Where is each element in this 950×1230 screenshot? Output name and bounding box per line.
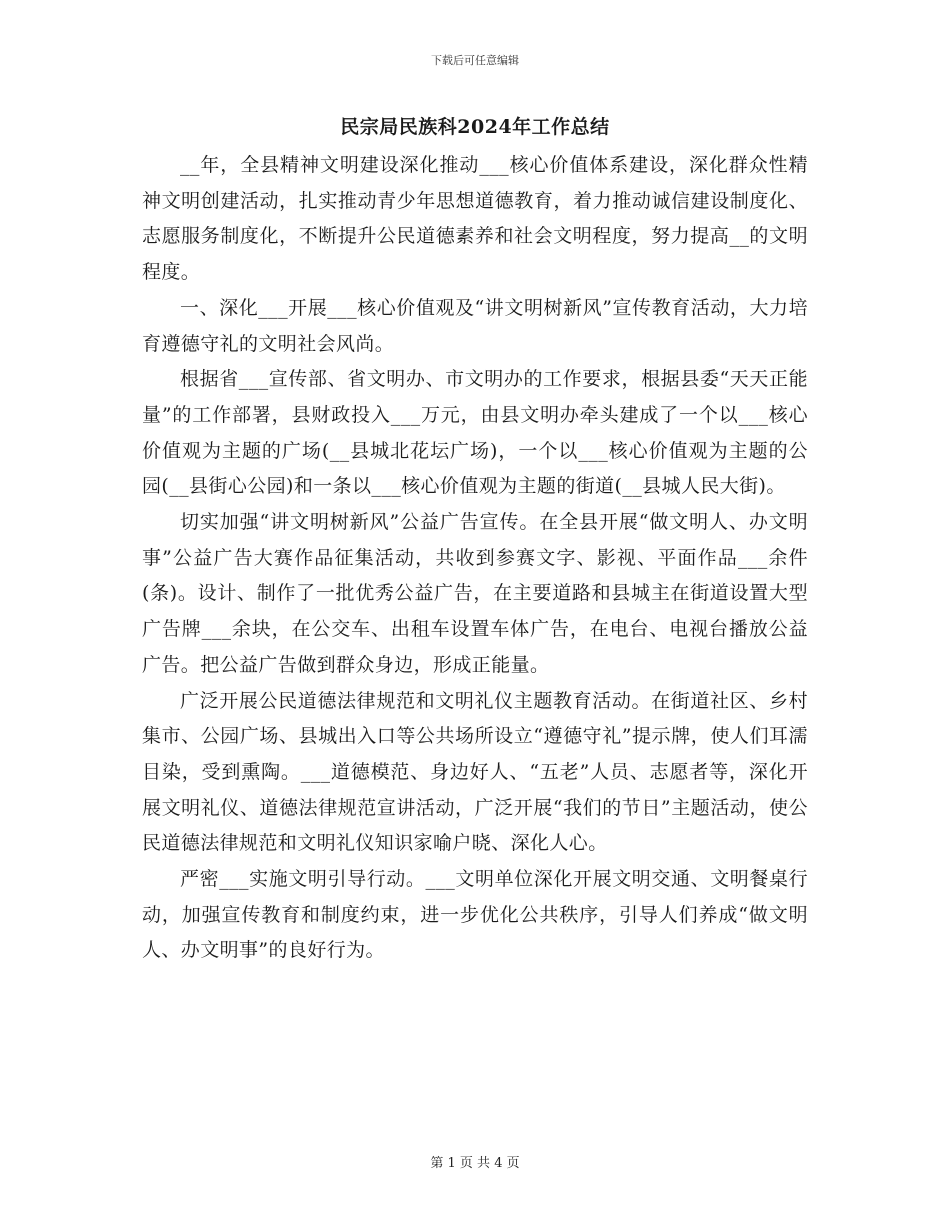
document-body	[142, 148, 808, 969]
page-header-note: 下载后可任意编辑	[431, 54, 519, 67]
paragraph-civility-guidance: 严密___实施文明引导行动。___文明单位深化开展文明交通、文明餐桌行动，加强宣传教育和制度约束，进一步优化公共秩序，引导人们养成“做文明人、办文明事”的良好行为。	[142, 868, 808, 962]
document-title: 民宗局民族科2024年工作总结	[340, 116, 610, 138]
paragraph-section-heading: 一、深化___开展___核心价值观及“讲文明树新风”宣传教育活动，大力培育遵德守礼的文明社会风尚。	[142, 296, 808, 355]
paragraph-public-ads: 切实加强“讲文明树新风”公益广告宣传。在全县开展“做文明人、办文明事”公益广告大赛作品征集活动，共收到参赛文字、影视、平面作品___余件(条)。设计、制作了一批优秀公益广告，在主要道路和县城主在街道设置大型广告牌___余块，在公交车、出租车设置车体广告，在电台、电视台播放公益广告。把公益广告做到群众身边，形成正能量。	[142, 511, 808, 676]
paragraph-intro: __年，全县精神文明建设深化推动___核心价值体系建设，深化群众性精神文明创建活动，扎实推动青少年思想道德教育，着力推动诚信建设制度化、志愿服务制度化，不断提升公民道德素养和社会文明程度，努力提高__的文明程度。	[142, 154, 808, 284]
paragraph-construction: 根据省___宣传部、省文明办、市文明办的工作要求，根据县委“天天正能量”的工作部署，县财政投入___万元，由县文明办牵头建成了一个以___核心价值观为主题的广场(__县城北花坛广场)，一个以___核心价值观为主题的公园(__县街心公园)和一条以___核心价值观为主题的街道(__县城人民大街)。	[142, 368, 808, 498]
paragraph-moral-education: 广泛开展公民道德法律规范和文明礼仪主题教育活动。在街道社区、乡村集市、公园广场、县城出入口等公共场所设立“遵德守礼”提示牌，使人们耳濡目染，受到熏陶。___道德模范、身边好人、“五老”人员、志愿者等，深化开展文明礼仪、道德法律规范宣讲活动，广泛开展“我们的节日”主题活动，使公民道德法律规范和文明礼仪知识家喻户晓、深化人心。	[142, 689, 808, 855]
page-number: 第 1 页 共 4 页	[430, 1156, 520, 1171]
